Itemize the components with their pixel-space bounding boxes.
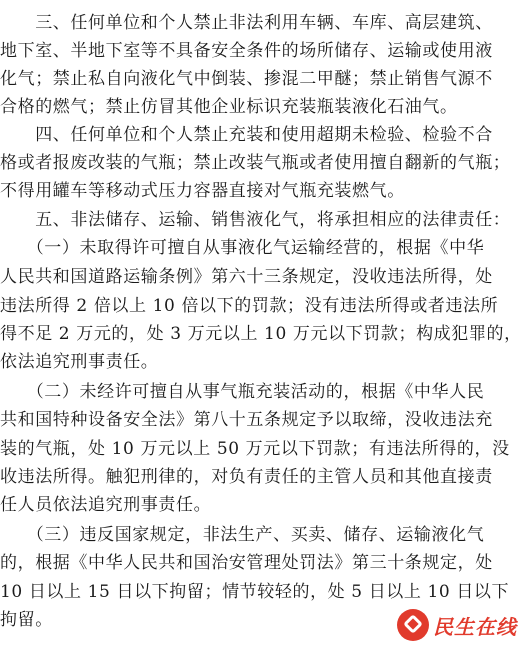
text-line: 五、非法储存、运输、销售液化气，将承担相应的法律责任： xyxy=(0,210,511,230)
text-line: 的，根据《中华人民共和国治安管理处罚法》第三十条规定，处 xyxy=(0,553,493,573)
watermark xyxy=(397,609,517,641)
text-line: 收违法所得。触犯刑律的，对负有责任的主管人员和其他直接责 xyxy=(0,467,493,487)
text-line: 共和国特种设备安全法》第八十五条规定予以取缔，没收违法充 xyxy=(0,410,493,430)
minsheng-logo-icon xyxy=(397,609,429,641)
text-line: 格或者报废改装的气瓶；禁止改装气瓶或者使用擅自翻新的气瓶； xyxy=(0,153,511,173)
text-line: （二）未经许可擅自从事气瓶充装活动的，根据《中华人民 xyxy=(0,382,485,402)
text-line: 人民共和国道路运输条例》第六十三条规定，没收违法所得，处 xyxy=(0,267,493,287)
text-line: 拘留。 xyxy=(0,610,53,630)
text-line: 装的气瓶，处 10 万元以上 50 万元以下罚款；有违法所得的，没 xyxy=(0,439,510,459)
text-line: （三）违反国家规定，非法生产、买卖、储存、运输液化气 xyxy=(0,525,485,545)
text-line: 违法所得 2 倍以上 10 倍以下的罚款；没有违法所得或者违法所 xyxy=(0,296,499,316)
text-line: 三、任何单位和个人禁止非法利用车辆、车库、高层建筑、 xyxy=(0,13,493,33)
text-line: 不得用罐车等移动式压力容器直接对气瓶充装燃气。 xyxy=(0,181,405,201)
watermark-text: 民生在线 xyxy=(433,614,517,639)
text-line: 任人员依法追究刑事责任。 xyxy=(0,495,212,515)
text-line: 依法追究刑事责任。 xyxy=(0,352,159,372)
text-line: 四、任何单位和个人禁止充装和使用超期未检验、检验不合 xyxy=(0,125,493,145)
text-line: 化气；禁止私自向液化气中倒装、掺混二甲醚；禁止销售气源不 xyxy=(0,69,493,89)
text-line: 得不足 2 万元的，处 3 万元以上 10 万元以下罚款；构成犯罪的， xyxy=(0,324,522,344)
text-line: 地下室、半地下室等不具备安全条件的场所储存、运输或使用液 xyxy=(0,41,493,61)
text-line: （一）未取得许可擅自从事液化气运输经营的，根据《中华 xyxy=(0,238,485,258)
text-line: 合格的燃气；禁止仿冒其他企业标识充装瓶装液化石油气。 xyxy=(0,97,458,117)
text-line: 10 日以上 15 日以下拘留；情节较轻的，处 5 日以上 10 日以下 xyxy=(0,582,510,602)
